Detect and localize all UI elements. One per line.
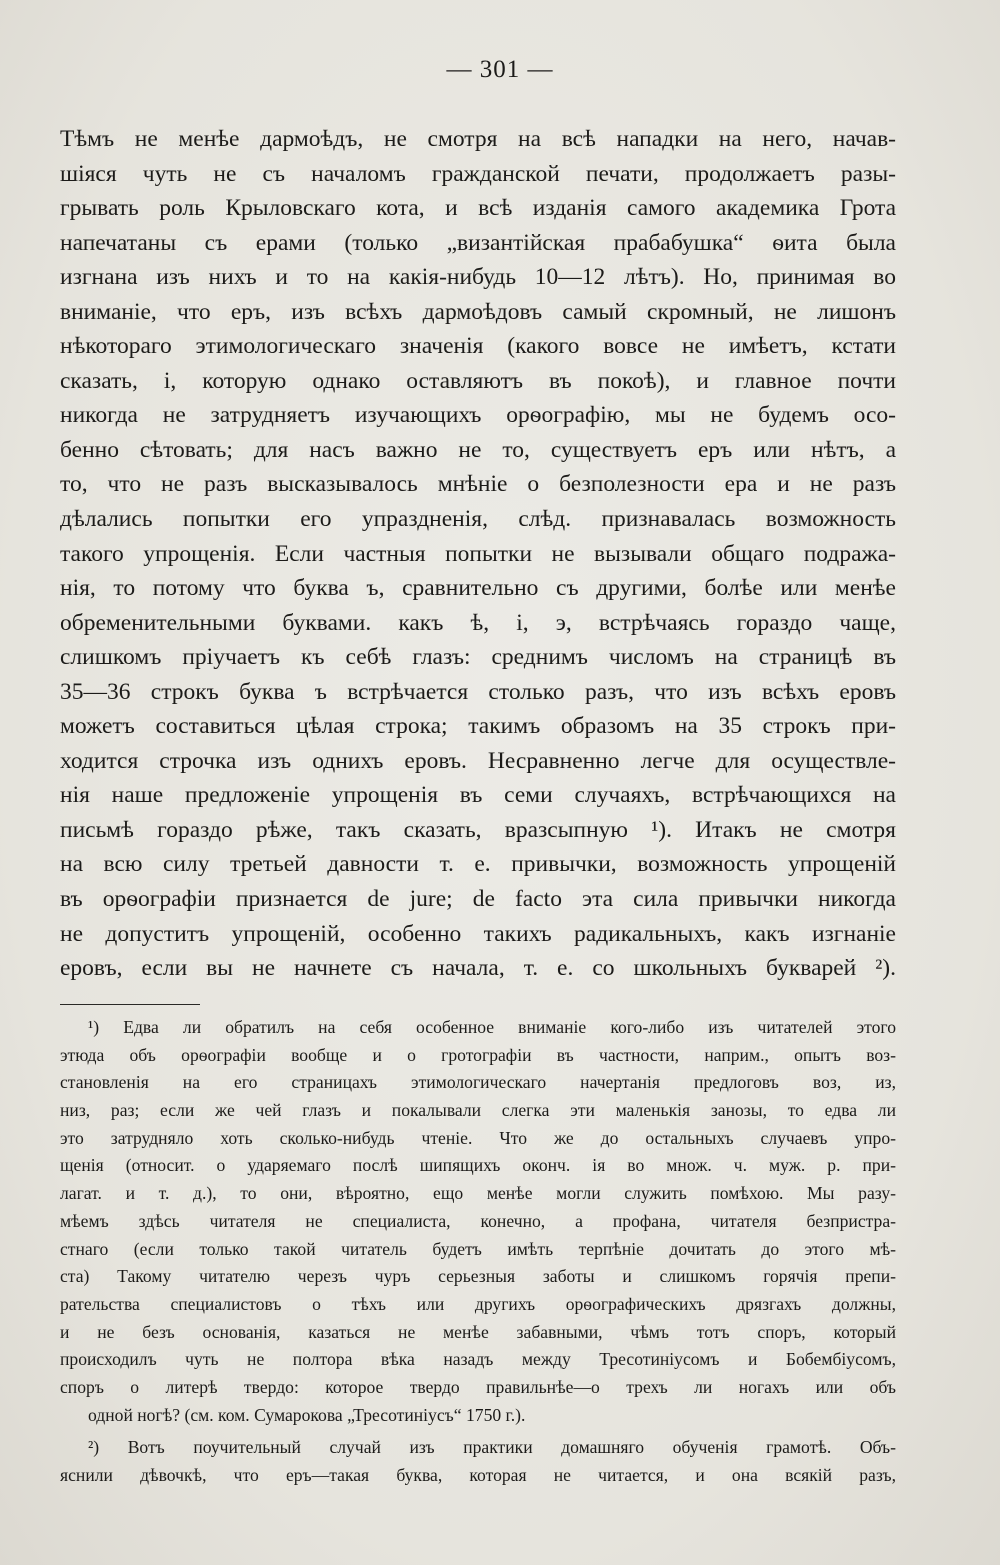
- text-line: шіяся чуть не съ началомъ гражданской печати, продолжаетъ разы-: [60, 160, 896, 187]
- footnote-line: одной ногѣ? (см. ком. Сумарокова „Тресотиніусъ“ 1750 г.).: [88, 1404, 526, 1425]
- footnote-line: и не безъ основанія, казаться не менѣе забавными, чѣмъ тотъ споръ, который: [60, 1321, 896, 1342]
- text-line: въ орѳографіи признается de jure; de facto эта сила привычки никогда: [60, 886, 896, 913]
- text-line: письмѣ гораздо рѣже, такъ сказать, вразсыпную ¹). Итакъ не смотря: [60, 816, 896, 843]
- text-line: изгнана изъ нихъ и то на какія-нибудь 10—12 лѣтъ). Но, принимая во: [60, 264, 896, 291]
- text-line: еровъ, если вы не начнете съ начала, т. е. со школьныхъ букварей ²).: [60, 955, 896, 982]
- footnote-line: лагат. и т. д.), то они, вѣроятно, ещо менѣе могли служить помѣхою. Мы разу-: [60, 1183, 896, 1204]
- text-line: слишкомъ пріучаетъ къ себѣ глазъ: среднимъ числомъ на страницѣ въ: [60, 644, 896, 671]
- text-line: дѣлались попытки его упраздненія, слѣд. признавалась возможность: [60, 506, 896, 533]
- text-line: Тѣмъ не менѣе дармоѣдъ, не смотря на всѣ нападки на него, начав-: [60, 126, 896, 152]
- text-line: на всю силу третьей давности т. е. привычки, возможность упрощеній: [60, 851, 896, 878]
- text-line: такого упрощенія. Если частныя попытки не вызывали общаго подража-: [60, 540, 896, 567]
- footnote-line: ста) Такому читателю черезъ чуръ серьезныя заботы и слишкомъ горячія препи-: [60, 1266, 896, 1287]
- text-line: ходится строчка изъ однихъ еровъ. Несравненно легче для осуществле-: [60, 747, 896, 774]
- text-line: 35—36 строкъ буква ъ встрѣчается столько разъ, что изъ всѣхъ еровъ: [60, 678, 896, 705]
- footnote-line: мѣемъ здѣсь читателя не специалиста, конечно, а профана, читателя безпристра-: [60, 1210, 896, 1231]
- footnote-line: этюда объ орѳографіи вообще и о гротографіи въ частности, наприм., опытъ воз-: [60, 1044, 896, 1065]
- text-line: грывать роль Крыловскаго кота, и всѣ изданія самого академика Грота: [60, 195, 896, 222]
- text-line: бенно сѣтовать; для насъ важно не то, существуетъ еръ или нѣтъ, а: [60, 436, 896, 463]
- footnote-line: происходилъ чуть не полтора вѣка назадъ между Тресотиніусомъ и Бобембіусомъ,: [60, 1349, 896, 1370]
- footnotes: [60, 1014, 896, 1490]
- text-line: не допуститъ упрощеній, особенно такихъ радикальныхъ, какъ изгнаніе: [60, 920, 896, 947]
- footnote-line: ²) Вотъ поучительный случай изъ практики домашняго обученія грамотѣ. Объ-: [88, 1437, 896, 1458]
- text-line: обременительными буквами. какъ ѣ, і, э, встрѣчаясь гораздо чаще,: [60, 609, 896, 636]
- text-line: нія наше предложеніе упрощенія въ семи случаяхъ, встрѣчающихся на: [60, 782, 896, 809]
- footnote-line: становленія на его страницахъ этимологическаго начертанія предлоговъ воз, из,: [60, 1072, 896, 1093]
- text-line: никогда не затрудняетъ изучающихъ орѳографію, мы не будемъ осо-: [60, 402, 896, 429]
- main-text: [60, 122, 896, 986]
- footnote-line: яснили дѣвочкѣ, что еръ—такая буква, которая не читается, и она всякій разъ,: [60, 1465, 896, 1485]
- text-line: можетъ составиться цѣлая строка; такимъ образомъ на 35 строкъ при-: [60, 713, 896, 740]
- text-line: нія, то потому что буква ъ, сравнительно съ другими, болѣе или менѣе: [60, 575, 896, 602]
- page-number: — 301 —: [446, 56, 554, 83]
- footnote-line: стнаго (если только такой читатель будетъ имѣть терпѣніе дочитать до этого мѣ-: [60, 1238, 896, 1259]
- text-line: вниманіе, что еръ, изъ всѣхъ дармоѣдовъ самый скромный, не лишонъ: [60, 298, 896, 325]
- text-line: напечатаны съ ерами (только „византійская прабабушка“ ѳита была: [60, 229, 896, 256]
- footnote-divider: [60, 1004, 200, 1005]
- footnote-line: щенія (относит. о ударяемаго послѣ шипящихъ оконч. ія во множ. ч. муж. р. при-: [60, 1155, 896, 1176]
- text-line: нѣкотораго этимологическаго значенія (какого вовсе не имѣетъ, кстати: [60, 333, 896, 360]
- footnote-line: это затрудняло хоть сколько-нибудь чтеніе. Что же до остальныхъ случаевъ упро-: [60, 1127, 896, 1148]
- footnote-line: ¹) Едва ли обратилъ на себя особенное вниманіе кого-либо изъ читателей этого: [88, 1017, 896, 1037]
- footnote-line: рательства специалистовъ о тѣхъ или другихъ орѳографическихъ дрязгахъ должны,: [60, 1293, 896, 1314]
- footnote-line: низ, раз; если же чей глазъ и покалывали слегка эти маленькія занозы, то едва ли: [60, 1100, 896, 1121]
- text-line: сказать, і, которую однако оставляютъ въ покоѣ), и главное почти: [60, 367, 896, 394]
- text-line: то, что не разъ высказывалось мнѣніе о безполезности ера и не разъ: [60, 471, 896, 498]
- footnote-line: споръ о литерѣ твердо: которое твердо правильнѣе—о трехъ ли ногахъ или объ: [60, 1376, 896, 1397]
